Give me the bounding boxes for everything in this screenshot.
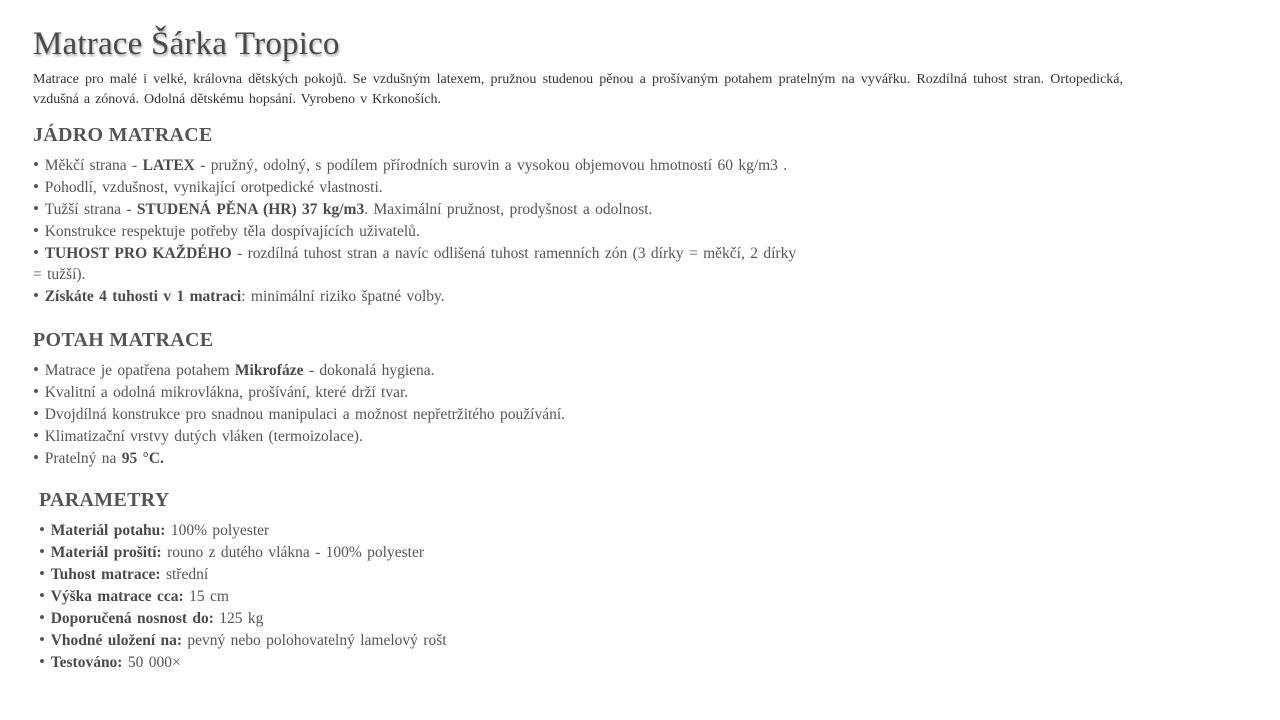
list-item-bold: TUHOST PRO KAŽDÉHO bbox=[44, 245, 232, 262]
section-heading-parametry: PARAMETRY bbox=[39, 489, 170, 511]
list-item-bold: Testováno: bbox=[50, 654, 123, 671]
list-item-pre: Konstrukce respektuje potřeby těla dospívajících uživatelů. bbox=[44, 223, 420, 240]
list-item bbox=[33, 154, 803, 176]
list-item-pre: Pohodlí, vzdušnost, vynikající orotpedické vlastnosti. bbox=[44, 179, 383, 196]
list-item-bold: Doporučená nosnost do: bbox=[50, 610, 214, 627]
list-item-post: 100% polyester bbox=[165, 522, 270, 539]
list-item bbox=[39, 541, 1133, 563]
list-item-bold: Mikrofáze bbox=[234, 362, 304, 379]
list-item-bold: Získáte 4 tuhosti v 1 matraci bbox=[44, 288, 242, 305]
list-item bbox=[33, 198, 803, 220]
list-item-pre: Pratelný na bbox=[44, 450, 122, 467]
bullet-glyph: • bbox=[39, 652, 51, 671]
list-item bbox=[39, 585, 1133, 607]
list-item-post: : minimální riziko špatné volby. bbox=[241, 288, 445, 305]
list-item-pre: Kvalitní a odolná mikrovlákna, prošívání, které drží tvar. bbox=[44, 384, 409, 401]
list-item-post: - pružný, odolný, s podílem přírodních surovin a vysokou objemovou hmotností 60 kg/m3 . bbox=[194, 157, 788, 174]
list-item bbox=[33, 242, 803, 285]
bullet-glyph: • bbox=[39, 564, 51, 583]
list-jadro bbox=[33, 154, 803, 307]
list-item-bold: Vhodné uložení na: bbox=[50, 632, 183, 649]
list-item bbox=[33, 220, 803, 242]
list-item-post: 50 000× bbox=[122, 654, 181, 671]
product-description bbox=[33, 24, 1133, 673]
list-item-pre: Měkčí strana - bbox=[44, 157, 143, 174]
bullet-glyph: • bbox=[33, 243, 45, 262]
list-item-post: 15 cm bbox=[183, 588, 229, 605]
bullet-glyph: • bbox=[39, 608, 51, 627]
list-item-bold: Materiál potahu: bbox=[50, 522, 166, 539]
list-item bbox=[33, 176, 803, 198]
intro-paragraph: Matrace pro malé i velké, královna dětských pokojů. Se vzdušným latexem, pružnou studenou pěnou a prošívaným potahem pratelným na vyvářku. Rozdílná tuhost stran. Ortopedická, vzdušná a zónová. Odolná dětskému hopsání. Vyrobeno v Krkonoších. bbox=[33, 72, 1123, 107]
list-item-pre: Dvojdílná konstrukce pro snadnou manipulaci a možnost nepřetržitého používání. bbox=[44, 406, 566, 423]
bullet-glyph: • bbox=[33, 404, 45, 423]
section-heading-jadro: JÁDRO MATRACE bbox=[33, 124, 213, 146]
list-item bbox=[33, 447, 1133, 469]
bullet-glyph: • bbox=[39, 630, 51, 649]
section-heading-potah: POTAH MATRACE bbox=[33, 329, 214, 351]
list-item-pre: Tužší strana - bbox=[44, 201, 137, 218]
bullet-glyph: • bbox=[33, 360, 45, 379]
list-item-post: střední bbox=[160, 566, 209, 583]
list-item bbox=[39, 651, 1133, 673]
list-item-post: pevný nebo polohovatelný lamelový rošt bbox=[182, 632, 447, 649]
list-item-bold: Tuhost matrace: bbox=[50, 566, 161, 583]
list-item bbox=[33, 285, 803, 307]
list-item bbox=[33, 425, 1133, 447]
list-potah bbox=[33, 359, 1133, 469]
list-item-pre: Matrace je opatřena potahem bbox=[44, 362, 235, 379]
list-item bbox=[33, 403, 1133, 425]
bullet-glyph: • bbox=[33, 199, 45, 218]
bullet-glyph: • bbox=[39, 542, 51, 561]
list-item-post: 125 kg bbox=[213, 610, 264, 627]
bullet-glyph: • bbox=[33, 155, 45, 174]
list-item bbox=[39, 607, 1133, 629]
list-item-bold: STUDENÁ PĚNA (HR) 37 kg/m3 bbox=[136, 201, 365, 218]
bullet-glyph: • bbox=[39, 520, 51, 539]
list-item bbox=[39, 519, 1133, 541]
bullet-glyph: • bbox=[33, 426, 45, 445]
list-item-pre: Klimatizační vrstvy dutých vláken (termoizolace). bbox=[44, 428, 363, 445]
list-item-bold: LATEX bbox=[142, 157, 195, 174]
bullet-glyph: • bbox=[33, 286, 45, 305]
list-parametry bbox=[39, 519, 1133, 673]
page-title: Matrace Šárka Tropico bbox=[33, 26, 340, 62]
bullet-glyph: • bbox=[33, 448, 45, 467]
bullet-glyph: • bbox=[39, 586, 51, 605]
list-item-post: rouno z dutého vlákna - 100% polyester bbox=[161, 544, 424, 561]
list-item bbox=[39, 563, 1133, 585]
list-item-post: . Maximální pružnost, prodyšnost a odolnost. bbox=[364, 201, 653, 218]
bullet-glyph: • bbox=[33, 177, 45, 196]
list-item-bold: Materiál prošití: bbox=[50, 544, 162, 561]
list-item bbox=[33, 359, 1133, 381]
list-item-bold: 95 °C. bbox=[121, 450, 164, 467]
list-item-post: - dokonalá hygiena. bbox=[303, 362, 435, 379]
list-item-post: - rozdílná tuhost stran a navíc odlišená tuhost ramenních zón (3 dírky = měkčí, 2 dírky = tužší). bbox=[33, 245, 797, 283]
bullet-glyph: • bbox=[33, 382, 45, 401]
bullet-glyph: • bbox=[33, 221, 45, 240]
list-item bbox=[33, 381, 1133, 403]
list-item bbox=[39, 629, 1133, 651]
list-item-bold: Výška matrace cca: bbox=[50, 588, 184, 605]
